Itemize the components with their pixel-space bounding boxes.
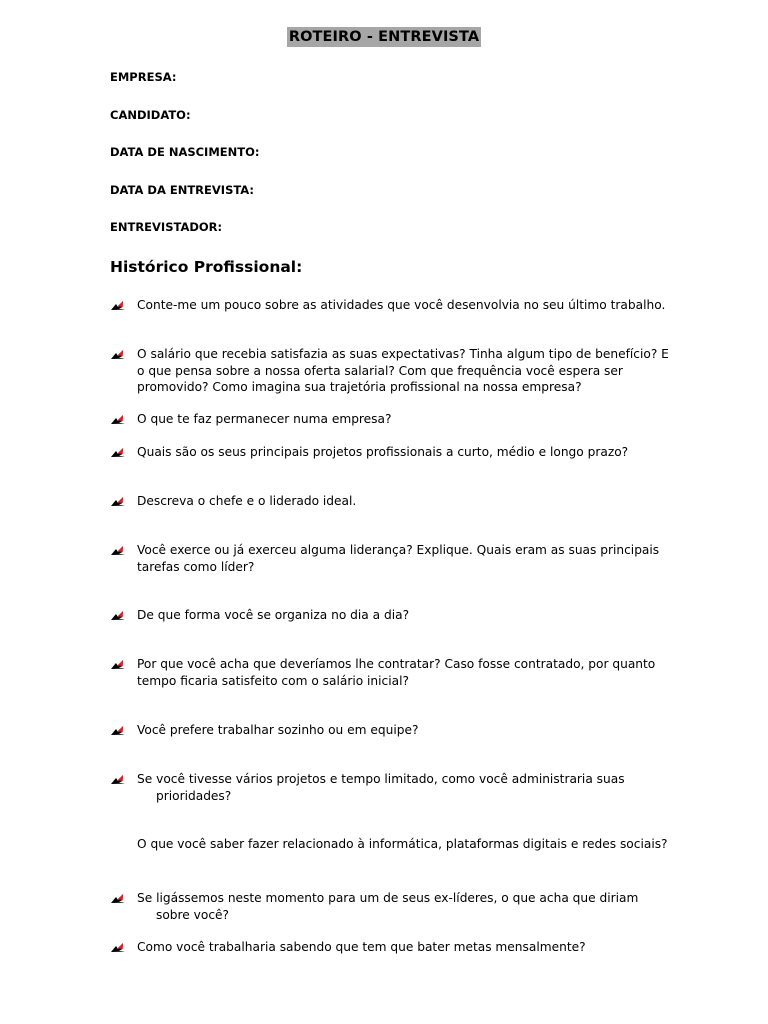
question-item <box>110 297 670 314</box>
field-data-entrevista-label: DATA DA ENTREVISTA: <box>110 183 255 197</box>
section-heading: Histórico Profissional: <box>110 258 303 276</box>
question-item <box>110 411 670 428</box>
question-text: Por que você acha que deveríamos lhe contratar? Caso fosse contratado, por quanto tempo ficaria satisfeito com o salário inicial? <box>137 657 656 688</box>
question-text: Quais são os seus principais projetos profissionais a curto, médio e longo prazo? <box>137 445 629 459</box>
arrow-bullet-icon <box>110 774 126 786</box>
arrow-bullet-icon <box>110 659 126 671</box>
arrow-bullet-icon <box>110 610 126 622</box>
question-item <box>110 444 670 461</box>
question-text: Você prefere trabalhar sozinho ou em equipe? <box>137 723 419 737</box>
arrow-bullet-icon <box>110 725 126 737</box>
question-text: Conte-me um pouco sobre as atividades que você desenvolvia no seu último trabalho. <box>137 298 666 312</box>
arrow-bullet-icon <box>110 942 126 954</box>
question-text: Se você tivesse vários projetos e tempo limitado, como você administraria suas prioridades? <box>137 772 625 803</box>
question-text: O que te faz permanecer numa empresa? <box>137 412 392 426</box>
question-item <box>110 542 670 575</box>
field-candidato-label: CANDIDATO: <box>110 108 191 122</box>
document-title: ROTEIRO - ENTREVISTA <box>288 29 480 45</box>
arrow-bullet-icon <box>110 545 126 557</box>
question-item <box>110 722 670 739</box>
question-item <box>110 656 670 689</box>
question-item <box>110 836 670 853</box>
question-item <box>110 346 670 396</box>
question-item <box>110 493 670 510</box>
question-item <box>110 607 670 624</box>
question-item <box>110 939 670 956</box>
question-text: Você exerce ou já exerceu alguma liderança? Explique. Quais eram as suas principais tarefas como líder? <box>137 543 660 574</box>
arrow-bullet-icon <box>110 893 126 905</box>
question-text: Descreva o chefe e o liderado ideal. <box>137 494 357 508</box>
field-empresa-label: EMPRESA: <box>110 70 177 84</box>
title-container <box>0 27 768 47</box>
arrow-bullet-icon <box>110 349 126 361</box>
question-item <box>110 771 670 804</box>
arrow-bullet-icon <box>110 447 126 459</box>
question-item <box>110 890 670 923</box>
arrow-bullet-icon <box>110 300 126 312</box>
arrow-bullet-icon <box>110 414 126 426</box>
question-text: O salário que recebia satisfazia as suas expectativas? Tinha algum tipo de benefício? E o que pensa sobre a nossa oferta salarial? Com que frequência você espera ser promovido? Como imagina sua trajetória profissional na nossa empresa? <box>137 347 669 394</box>
question-text: O que você saber fazer relacionado à informática, plataformas digitais e redes sociais? <box>137 837 668 851</box>
question-text: De que forma você se organiza no dia a dia? <box>137 608 410 622</box>
question-text: Como você trabalharia sabendo que tem que bater metas mensalmente? <box>137 940 586 954</box>
question-text: Se ligássemos neste momento para um de seus ex-líderes, o que acha que diriam sobre você? <box>137 891 639 922</box>
field-data-nascimento-label: DATA DE NASCIMENTO: <box>110 145 260 159</box>
arrow-bullet-icon <box>110 496 126 508</box>
field-entrevistador-label: ENTREVISTADOR: <box>110 220 223 234</box>
